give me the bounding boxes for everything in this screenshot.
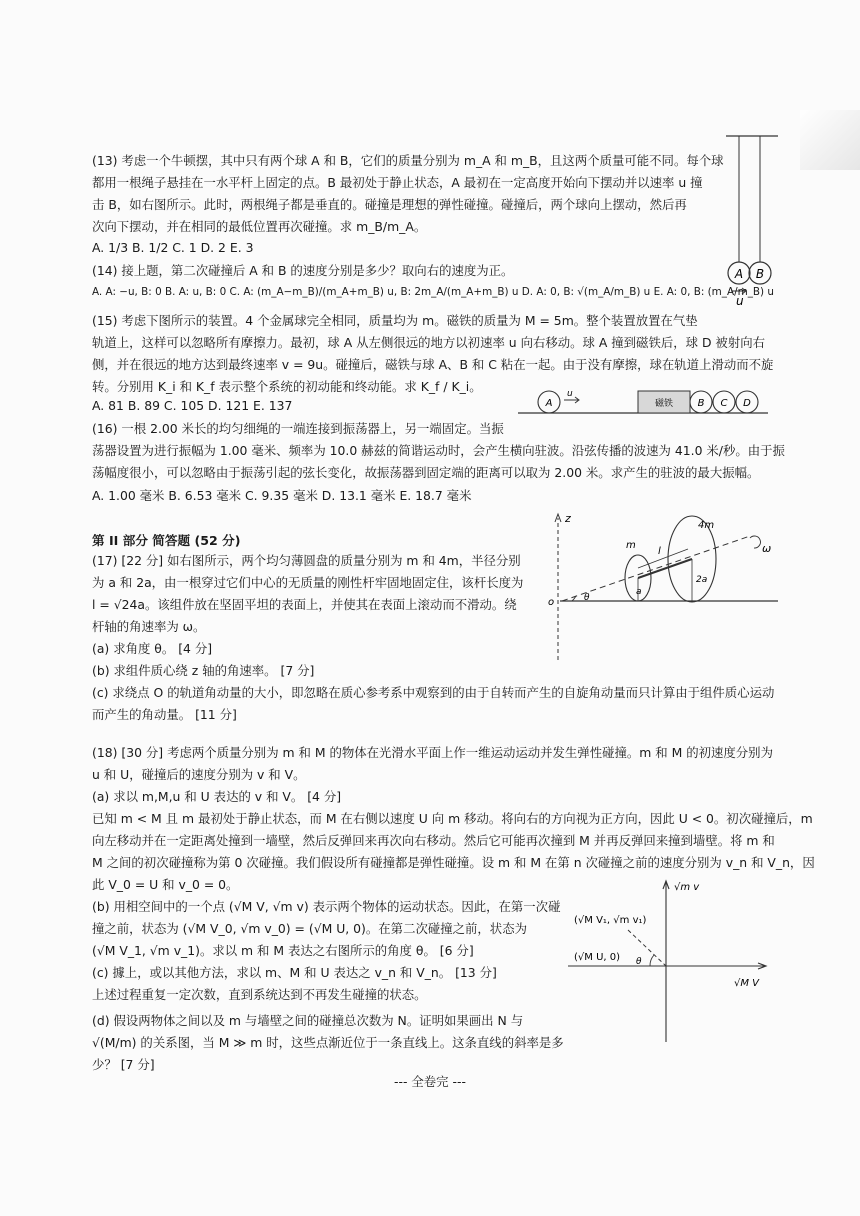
magnet-label: 磁铁 [654,399,674,409]
m-label: m [626,540,636,551]
x-axis-label: √M V [734,978,760,989]
origin-label: o [548,597,555,608]
q18-part-d-2: √(M/m) 的关系图，当 M ≫ m 时，这些点渐近位于一条直线上。这条直线的斜率是多 [92,1035,564,1050]
track-velocity-label: u [567,389,573,399]
axis-line [562,536,750,601]
trajectory-line [628,930,666,966]
q18-part-c: (c) 據上，或以其他方法，求以 m、M 和 U 表达之 v_n 和 V_n。 [13 分] [92,965,497,980]
q15-line-4: 转。分别用 K_i 和 K_f 表示整个系统的初动能和终动能。求 K_f / K_i。 [92,379,482,394]
q13-line-4: 次向下摆动，并在相同的最低位置再次碰撞。求 m_B/m_A。 [92,219,427,234]
q18-part-b-2: 撞之前，状态为 (√M V_0, √m v_0) = (√M U, 0)。在第二次碰撞之前，状态为 [92,921,527,936]
q18-line-5: 向左移动并在一定距离处撞到一墙壁，然后反弹回来再次向右移动。然后它可能再次撞到 M 并再反弹回来撞到墙壁。将 m 和 [92,833,775,848]
part2-heading: 第 II 部分 简答题 (52 分) [92,533,241,548]
track-ball-d-label: D [743,398,751,409]
q18-line-1: (18) [30 分] 考虑两个质量分别为 m 和 M 的物体在光滑水平面上作一维运动运动并发生弹性碰撞。m 和 M 的初速度分别为 [92,745,773,760]
omega-label: ω [762,542,772,555]
rod [638,559,692,578]
q18-part-b: (b) 用相空间中的一个点 (√M V, √m v) 表示两个物体的运动状态。因此，在第一次碰 [92,899,561,914]
q14-options: A. A: −u, B: 0 B. A: u, B: 0 C. A: (m_A−m_B)/(m_A+m_B) u, B: 2m_A/(m_A+m_B) u D. A: 0, B: √(m_A/m_B) u E. A: 0, B: (m_A/m_B) u [92,286,774,298]
q18-line-7: 此 V_0 = U 和 v_0 = 0。 [92,877,239,892]
l-label: l [658,546,661,557]
q15-line-3: 侧，并在很远的地方达到最终速率 v = 9u。碰撞后，磁铁与球 A、B 和 C 粘在一起。由于没有摩擦，球在轨道上滑动而不旋 [92,357,774,372]
q16-line-3: 荡幅度很小，可以忽略由于振荡引起的弦长变化，故振荡器到固定端的距离可以取为 2.00 米。求产生的驻波的最大振幅。 [92,465,760,480]
scan-shadow [800,110,860,170]
q18-line-12: 上述过程重复一定次数，直到系统达到不再发生碰撞的状态。 [92,987,427,1002]
q15-line-1: (15) 考虑下图所示的装置。4 个金属球完全相同，质量均为 m。磁铁的质量为 M = 5m。整个装置放置在气垫 [92,313,698,328]
angle-arc [650,955,654,966]
a-label: a [636,587,642,597]
q18-part-d: (d) 假设两物体之间以及 m 与墙壁之间的碰撞总次数为 N。证明如果画出 N 与 [92,1013,524,1028]
track-ball-a-label: A [545,398,553,409]
ball-b-label: B [755,267,765,281]
q17-line-4: 杆轴的角速率为 ω。 [92,619,206,634]
q13-line-3: 击 B，如右图所示。此时，两根绳子都是垂直的。碰撞是理想的弹性碰撞。碰撞后，两个球向上摆动，然后再 [92,197,687,212]
q15-options: A. 81 B. 89 C. 105 D. 121 E. 137 [92,398,293,413]
point0-label: (√M U, 0) [574,952,621,963]
newton-pendulum-figure [712,128,792,308]
ball-a-label: A [734,267,744,281]
q13-line-2: 都用一根绳子悬挂在一水平杆上固定的点。B 最初处于静止状态，A 最初在一定高度开始向下摆动并以速率 u 撞 [92,175,703,190]
track-ball-b-label: B [697,398,705,409]
q18-line-2: u 和 U，碰撞后的速度分别为 v 和 V。 [92,767,306,782]
z-label: z [565,512,571,525]
y-axis-label: √m v [674,882,700,893]
rolling-disks-figure [540,508,782,668]
magnet-track-figure [518,386,768,420]
q17-line-1: (17) [22 分] 如右图所示，两个均匀薄圆盘的质量分别为 m 和 4m，半径分别 [92,553,521,568]
phase-space-figure [562,876,770,1042]
q18-line-6: M 之间的初次碰撞称为第 0 次碰撞。我们假设所有碰撞都是弹性碰撞。设 m 和 M 在第 n 次碰撞之前的速度分别为 v_n 和 V_n，因 [92,855,815,870]
q16-options: A. 1.00 毫米 B. 6.53 毫米 C. 9.35 毫米 D. 13.1 毫米 E. 18.7 毫米 [92,488,472,503]
q16-line-1: (16) 一根 2.00 米长的均匀细绳的一端连接到振荡器上，另一端固定。当振 [92,421,504,436]
q16-line-2: 荡器设置为进行振幅为 1.00 毫米、频率为 10.0 赫兹的简谐运动时，会产生横向驻波。沿弦传播的波速为 41.0 米/秒。由于振 [92,443,785,458]
two-a-label: 2a [696,575,708,585]
q13-line-1: (13) 考虑一个牛顿摆，其中只有两个球 A 和 B，它们的质量分别为 m_A 和 m_B，且这两个质量可能不同。每个球 [92,153,724,168]
velocity-label: u [736,294,744,308]
angle-label: θ [636,957,642,967]
omega-arc [750,536,760,548]
point1-label: (√M V₁, √m v₁) [574,915,647,926]
q17-part-b: (b) 求组件质心绕 z 轴的角速率。 [7 分] [92,663,315,678]
q18-part-d-3: 少？ [7 分] [92,1057,155,1072]
theta-label: θ [584,593,590,603]
q13-options: A. 1/3 B. 1/2 C. 1 D. 2 E. 3 [92,240,254,255]
end-mark: --- 全卷完 --- [394,1074,466,1089]
track-ball-c-label: C [720,398,728,409]
q17-line-3: l = √24a。该组件放在坚固平坦的表面上，并使其在表面上滚动而不滑动。绕 [92,597,517,612]
q15-line-2: 轨道上，这样可以忽略所有摩擦力。最初，球 A 从左侧很远的地方以初速率 u 向右移动。球 A 撞到磁铁后，球 D 被射向右 [92,335,765,350]
4m-label: 4m [698,520,715,531]
q18-part-b-3: (√M V_1, √m v_1)。求以 m 和 M 表达之右图所示的角度 θ。 [6 分] [92,943,474,958]
q17-part-c: (c) 求绕点 O 的轨道角动量的大小，即忽略在质心参考系中观察到的由于自转而产生的自旋角动量而只计算由于组件质心运动 [92,685,775,700]
q14-line: (14) 接上题，第二次碰撞后 A 和 B 的速度分别是多少？取向右的速度为正。 [92,263,514,278]
q18-line-4: 已知 m < M 且 m 最初处于静止状态，而 M 在右侧以速度 U 向 m 移动。将向右的方向视为正方向，因此 U < 0。初次碰撞后，m [92,811,813,826]
q17-part-a: (a) 求角度 θ。 [4 分] [92,641,213,656]
q17-part-c-cont: 而产生的角动量。 [11 分] [92,707,237,722]
q18-part-a: (a) 求以 m,M,u 和 U 表达的 v 和 V。 [4 分] [92,789,342,804]
q17-line-2: 为 a 和 2a，由一根穿过它们中心的无质量的刚性杆牢固地固定住，该杆长度为 [92,575,524,590]
